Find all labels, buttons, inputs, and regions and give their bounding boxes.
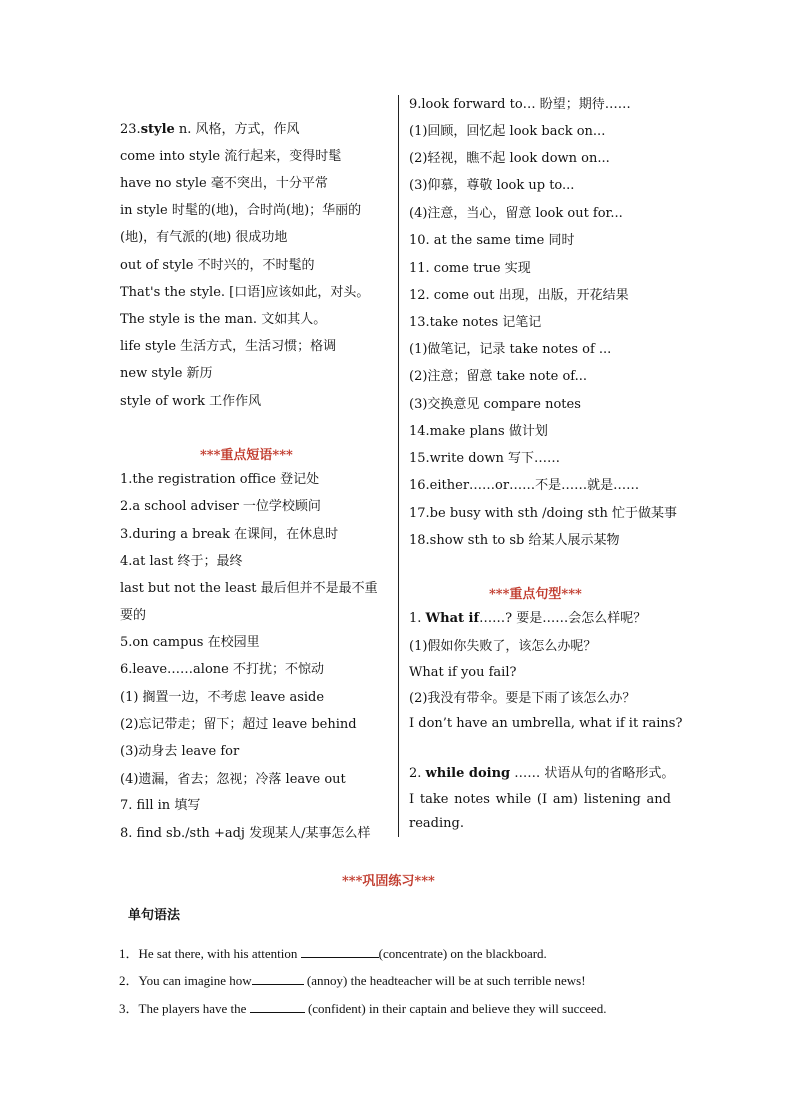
phrase-line: 3.during a break 在课间，在休息时 — [120, 527, 339, 542]
phrase-line: That's the style. [口语]应该如此，对头。 — [120, 285, 370, 300]
key-phrases-heading: ***重点短语*** — [200, 448, 293, 463]
phrase-line: (2)轻视，瞧不起 look down on... — [409, 151, 610, 166]
phrase-line: (1)回顾，回忆起 look back on... — [409, 124, 606, 139]
pattern-what-if: 1. What if……? 要是……会怎么样呢？ — [409, 611, 647, 626]
phrase-line: (4)遗漏，省去；忽视；冷落 leave out — [120, 772, 346, 787]
phrase-line: come into style 流行起来，变得时髦 — [120, 149, 342, 164]
phrase-line: (3)动身去 leave for — [120, 744, 240, 759]
exercise-item-2: 2．You can imagine how (annoy) the headteacher will be at such terrible news! — [119, 973, 586, 988]
phrase-line: 8. find sb./sth +adj 发现某人/某事怎么样 — [120, 826, 371, 841]
exercise-item-3: 3．The players have the (confident) in their captain and believe they will succeed. — [119, 1001, 607, 1016]
phrase-line: last but not the least 最后但并不是最不重 — [120, 581, 378, 596]
pattern-example-en: I take notes while (I am) listening and — [409, 792, 671, 807]
phrase-line: 10. at the same time 同时 — [409, 233, 575, 248]
pattern-example-en: What if you fail? — [409, 665, 517, 680]
phrase-line: 11. come true 实现 — [409, 261, 531, 276]
phrase-line: (3)仰慕，尊敬 look up to... — [409, 178, 575, 193]
phrase-line: 15.write down 写下…… — [409, 451, 561, 466]
phrase-line: 5.on campus 在校园里 — [120, 635, 260, 650]
phrase-line: 要的 — [120, 608, 147, 623]
phrase-line: 17.be busy with sth /doing sth 忙于做某事 — [409, 506, 677, 521]
phrase-line: 13.take notes 记笔记 — [409, 315, 542, 330]
exercise-item-1: 1．He sat there, with his attention (concentrate) on the blackboard. — [119, 946, 547, 961]
phrase-line: 4.at last 终于；最终 — [120, 554, 243, 569]
pattern-example-cn: (2)我没有带伞。要是下雨了该怎么办？ — [409, 691, 636, 706]
phrase-line: life style 生活方式，生活习惯；格调 — [120, 339, 337, 354]
pattern-example-en: I don’t have an umbrella, what if it rains? — [409, 716, 683, 731]
phrase-line: style of work 工作作风 — [120, 394, 262, 409]
answer-blank[interactable] — [250, 1000, 305, 1013]
phrase-line: in style 时髦的(地)，合时尚(地)；华丽的 — [120, 203, 362, 218]
phrase-line: have no style 毫不突出，十分平常 — [120, 176, 328, 191]
phrase-line: (2)忘记带走；留下；超过 leave behind — [120, 717, 357, 732]
phrase-line: (2)注意；留意 take note of... — [409, 369, 588, 384]
phrase-line: 16.either……or……不是……就是…… — [409, 478, 640, 493]
phrase-line: (3)交换意见 compare notes — [409, 397, 581, 412]
key-sentence-heading: ***重点句型*** — [489, 587, 582, 602]
practice-heading: ***巩固练习*** — [342, 874, 435, 889]
pattern-while-doing: 2. while doing …… 状语从句的省略形式。 — [409, 766, 675, 781]
phrase-line: (地)，有气派的(地) 很成功地 — [120, 230, 288, 245]
phrase-line: 1.the registration office 登记处 — [120, 472, 320, 487]
phrase-line: 2.a school adviser 一位学校顾问 — [120, 499, 321, 514]
practice-subheading: 单句语法 — [128, 908, 181, 923]
pattern-example-cn: (1)假如你失败了，该怎么办呢？ — [409, 639, 597, 654]
column-divider — [398, 95, 399, 837]
phrase-line: 7. fill in 填写 — [120, 798, 201, 813]
phrase-line: (4)注意，当心，留意 look out for... — [409, 206, 623, 221]
phrase-line: 14.make plans 做计划 — [409, 424, 548, 439]
answer-blank[interactable] — [252, 972, 304, 985]
pattern-example-en: reading. — [409, 816, 464, 831]
phrase-line: (1) 搁置一边，不考虑 leave aside — [120, 690, 325, 705]
entry-style: 23.style n. 风格，方式，作风 — [120, 122, 300, 137]
phrase-line: 9.look forward to… 盼望；期待…… — [409, 97, 631, 112]
phrase-line: The style is the man. 文如其人。 — [120, 312, 327, 327]
answer-blank[interactable] — [301, 945, 379, 958]
phrase-line: out of style 不时兴的，不时髦的 — [120, 258, 315, 273]
phrase-line: new style 新历 — [120, 366, 213, 381]
phrase-line: (1)做笔记，记录 take notes of ... — [409, 342, 612, 357]
phrase-line: 12. come out 出现，出版，开花结果 — [409, 288, 629, 303]
phrase-line: 18.show sth to sb 给某人展示某物 — [409, 533, 620, 548]
phrase-line: 6.leave……alone 不打扰；不惊动 — [120, 662, 324, 677]
